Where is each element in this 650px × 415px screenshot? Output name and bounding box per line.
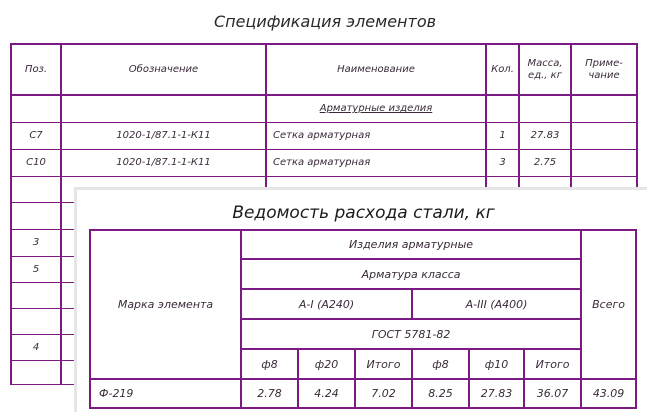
header-note-line2: чание: [588, 69, 620, 81]
row-designation: 1020-1/87.1-1-К11: [61, 122, 266, 149]
steel-statement-table: [89, 229, 637, 409]
row-mass: 2.75: [519, 149, 571, 176]
spec-header-row: [11, 44, 637, 95]
header-col-2: ф20: [298, 349, 355, 379]
header-a3: А-III (А400): [412, 289, 581, 319]
row-value: 8.25: [412, 379, 469, 408]
row-pos: 4: [11, 334, 61, 360]
statement-row: [90, 379, 636, 408]
row-note: [571, 149, 637, 176]
statement-title: Ведомость расхода стали, кг: [232, 203, 495, 223]
header-col-1: ф8: [241, 349, 298, 379]
header-mass: [519, 44, 571, 95]
header-a1: А-I (А240): [241, 289, 412, 319]
row-pos: С7: [11, 122, 61, 149]
row-pos: 3: [11, 229, 61, 256]
row-value: 7.02: [355, 379, 412, 408]
header-qty: Кол.: [486, 44, 519, 95]
row-qty: 1: [486, 122, 519, 149]
row-pos: С10: [11, 149, 61, 176]
header-mass-line1: Масса,: [527, 57, 563, 69]
header-rebar-class: Арматура класса: [241, 259, 581, 289]
header-total-all: Всего: [581, 230, 636, 379]
header-note: [571, 44, 637, 95]
spec-row: [11, 149, 637, 176]
row-value: 36.07: [524, 379, 581, 408]
row-note: [571, 122, 637, 149]
row-mark: Ф-219: [90, 379, 241, 408]
header-gost: ГОСТ 5781-82: [241, 319, 581, 349]
header-name: Наименование: [266, 44, 486, 95]
row-value: 27.83: [469, 379, 524, 408]
row-name: Сетка арматурная: [266, 149, 486, 176]
header-col-6: Итого: [524, 349, 581, 379]
header-mark: Марка элемента: [90, 230, 241, 379]
row-qty: 3: [486, 149, 519, 176]
row-value: 4.24: [298, 379, 355, 408]
section-title: Арматурные изделия: [319, 103, 433, 115]
spec-title: Спецификация элементов: [213, 12, 437, 31]
header-col-5: ф10: [469, 349, 524, 379]
row-mass: 27.83: [519, 122, 571, 149]
header-col-4: ф8: [412, 349, 469, 379]
row-value: 2.78: [241, 379, 298, 408]
row-designation: 1020-1/87.1-1-К11: [61, 149, 266, 176]
header-pos: Поз.: [11, 44, 61, 95]
row-name: Сетка арматурная: [266, 122, 486, 149]
row-pos: 5: [11, 256, 61, 282]
spec-section-row: [11, 95, 637, 122]
row-total: 43.09: [581, 379, 636, 408]
spec-row: [11, 122, 637, 149]
header-designation: Обозначение: [61, 44, 266, 95]
header-mass-line2: ед., кг: [528, 69, 562, 81]
header-products: Изделия арматурные: [241, 230, 581, 259]
header-col-3: Итого: [355, 349, 412, 379]
header-note-line1: Приме-: [585, 57, 623, 69]
